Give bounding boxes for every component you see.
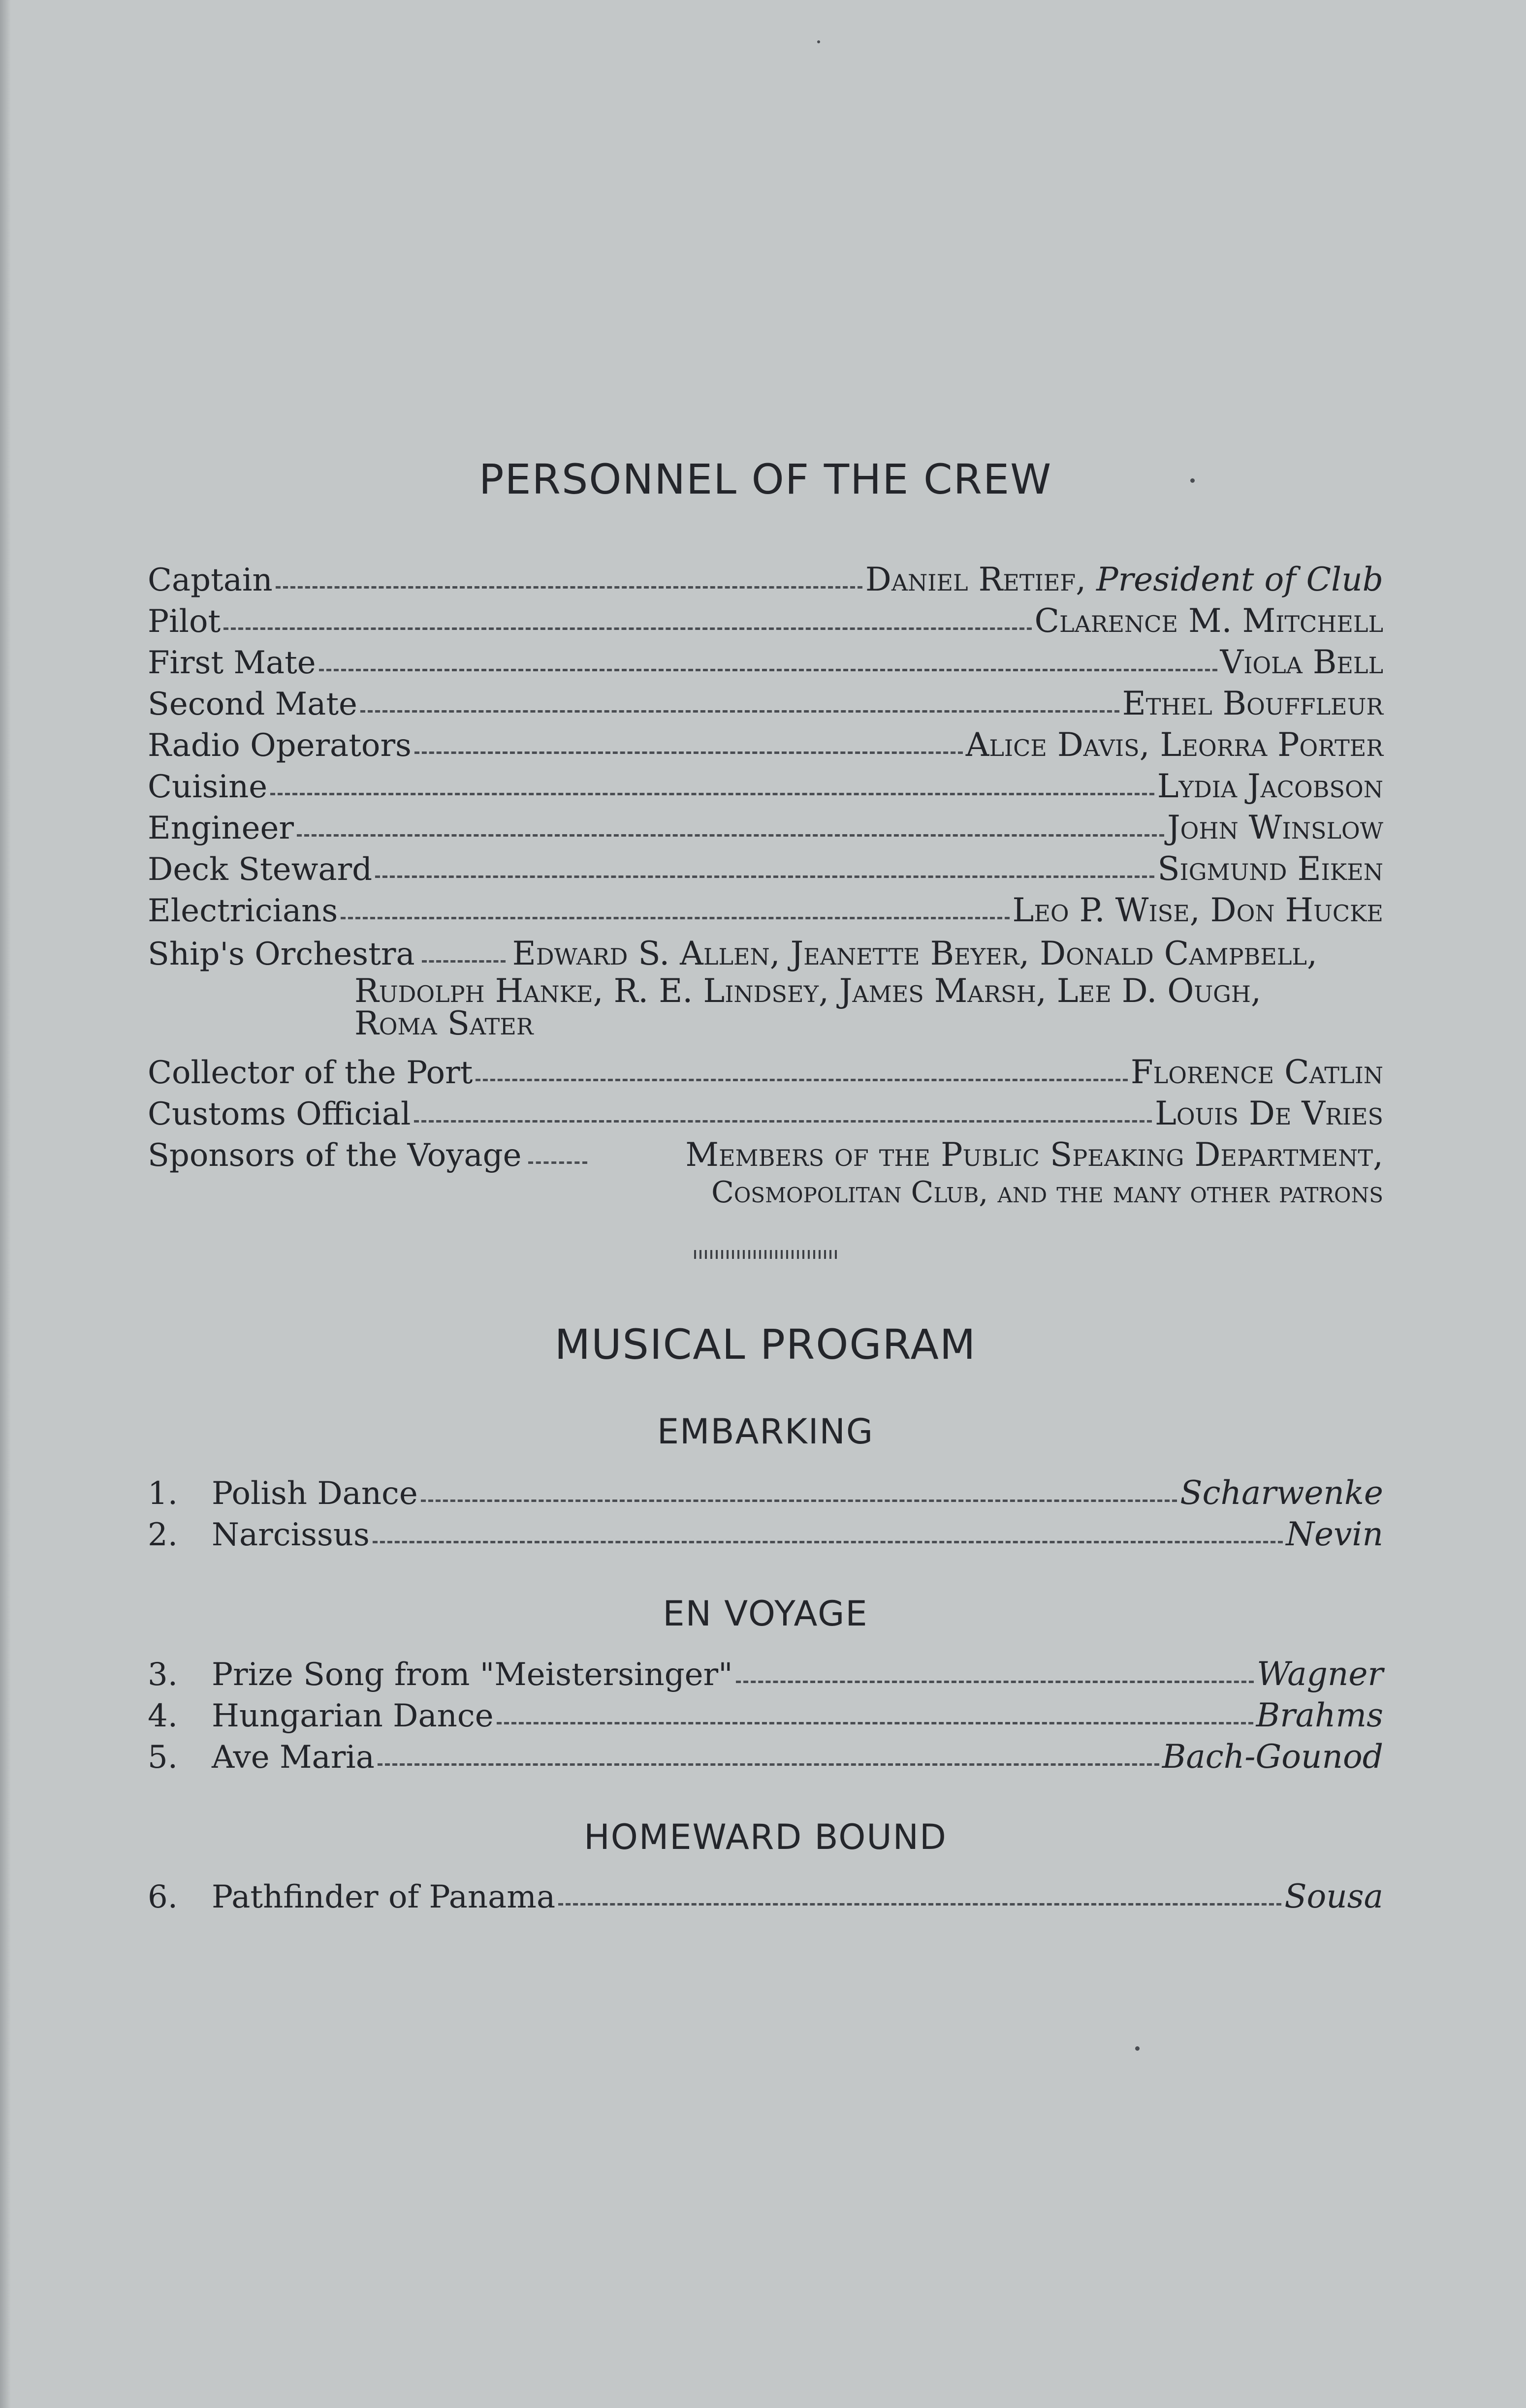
dot-leader bbox=[378, 1763, 1159, 1766]
piece-number: 2. bbox=[148, 1517, 178, 1553]
section-heading: EMBARKING bbox=[657, 1411, 874, 1452]
crew-row bbox=[148, 642, 1383, 683]
music-list bbox=[148, 1654, 1383, 1778]
music-list bbox=[148, 1876, 1383, 1917]
dot-leader bbox=[276, 586, 862, 589]
crew-role: Second Mate bbox=[148, 686, 357, 722]
section-heading: EN VOYAGE bbox=[663, 1594, 868, 1634]
dot-leader bbox=[270, 793, 1154, 795]
dot-leader bbox=[223, 627, 1031, 630]
crew-row bbox=[148, 766, 1383, 807]
orchestra-names-line1: Edward S. Allen, Jeanette Beyer, Donald Campbell, bbox=[512, 935, 1317, 972]
crew-row bbox=[148, 600, 1383, 642]
music-row bbox=[148, 1514, 1383, 1555]
crew-role: First Mate bbox=[148, 645, 316, 681]
dot-leader bbox=[421, 1500, 1177, 1502]
dot-leader bbox=[360, 710, 1119, 713]
crew-row bbox=[148, 890, 1383, 931]
music-row bbox=[148, 1472, 1383, 1514]
piece-title: Pathfinder of Panama bbox=[212, 1879, 556, 1915]
paper-speck bbox=[1190, 478, 1195, 483]
crew-role: Pilot bbox=[148, 603, 221, 640]
dot-leader bbox=[375, 876, 1154, 878]
crew-name: Alice Davis, Leorra Porter bbox=[965, 726, 1383, 764]
crew-role: Collector of the Port bbox=[148, 1055, 473, 1091]
piece-title: Prize Song from "Meistersinger" bbox=[212, 1657, 733, 1693]
dot-leader bbox=[373, 1541, 1283, 1543]
piece-composer: Scharwenke bbox=[1180, 1474, 1383, 1512]
music-row bbox=[148, 1736, 1383, 1778]
section-heading: HOMEWARD BOUND bbox=[584, 1817, 947, 1857]
crew-role: Cuisine bbox=[148, 769, 268, 805]
crew-name: John Winslow bbox=[1167, 809, 1383, 846]
dot-leader bbox=[341, 917, 1009, 919]
sponsors-first-line bbox=[148, 1134, 1383, 1176]
crew-name: Ethel Bouffleur bbox=[1122, 685, 1383, 722]
sponsors-entry bbox=[148, 1134, 1383, 1209]
sponsors-line1: Members of the Public Speaking Department, bbox=[685, 1136, 1383, 1174]
crew-row bbox=[148, 559, 1383, 600]
music-heading: MUSICAL PROGRAM bbox=[554, 1320, 977, 1369]
crew-name: Louis De Vries bbox=[1154, 1095, 1383, 1132]
piece-composer: Nevin bbox=[1286, 1515, 1383, 1553]
crew-name: Lydia Jacobson bbox=[1157, 767, 1383, 805]
music-row bbox=[148, 1654, 1383, 1695]
orchestra-names-line2: Rudolph Hanke, R. E. Lindsey, James Marsh, Lee D. Ough, bbox=[354, 972, 1261, 1010]
crew-role: Radio Operators bbox=[148, 727, 412, 764]
dot-leader bbox=[319, 669, 1217, 671]
crew-role: Deck Steward bbox=[148, 851, 373, 888]
piece-composer: Sousa bbox=[1284, 1877, 1383, 1915]
crew-row bbox=[148, 1052, 1383, 1093]
piece-title: Polish Dance bbox=[212, 1475, 418, 1512]
piece-number: 4. bbox=[148, 1698, 178, 1734]
crew-name: Viola Bell bbox=[1220, 643, 1383, 681]
dot-leader bbox=[528, 1161, 587, 1164]
paper-speck bbox=[817, 40, 820, 43]
crew-row bbox=[148, 683, 1383, 724]
crew-role: Ship's Orchestra bbox=[148, 936, 415, 972]
piece-composer: Wagner bbox=[1257, 1655, 1383, 1693]
crew-row bbox=[148, 848, 1383, 890]
orchestra-first-line bbox=[148, 933, 1383, 975]
crew-role: Sponsors of the Voyage bbox=[148, 1137, 522, 1174]
dot-leader bbox=[558, 1903, 1281, 1906]
orchestra-entry bbox=[148, 933, 1383, 1040]
piece-title: Narcissus bbox=[212, 1517, 370, 1553]
music-row bbox=[148, 1876, 1383, 1917]
crew-row bbox=[148, 1093, 1383, 1134]
music-row bbox=[148, 1695, 1383, 1736]
crew-heading: PERSONNEL OF THE CREW bbox=[478, 455, 1052, 503]
dot-leader bbox=[414, 1120, 1152, 1123]
crew-list bbox=[148, 559, 1383, 1209]
paper-speck bbox=[1135, 2046, 1140, 2051]
crew-name: Sigmund Eiken bbox=[1157, 850, 1383, 888]
piece-number: 6. bbox=[148, 1879, 178, 1915]
orchestra-names-line3: Roma Sater bbox=[354, 1004, 534, 1042]
dot-leader bbox=[297, 834, 1164, 837]
piece-composer: Bach-Gounod bbox=[1162, 1738, 1383, 1776]
piece-number: 5. bbox=[148, 1739, 178, 1776]
piece-title: Hungarian Dance bbox=[212, 1698, 494, 1734]
crew-name: Florence Catlin bbox=[1130, 1053, 1383, 1091]
dot-leader bbox=[476, 1079, 1128, 1081]
piece-number: 1. bbox=[148, 1475, 178, 1512]
crew-role: Customs Official bbox=[148, 1096, 411, 1132]
crew-role: Electricians bbox=[148, 893, 338, 929]
ornament-divider bbox=[694, 1250, 837, 1259]
page-spine-shadow bbox=[0, 0, 11, 2408]
dot-leader bbox=[414, 751, 963, 754]
crew-name-text: Daniel Retief, bbox=[865, 561, 1097, 598]
crew-name-note: President of Club bbox=[1096, 561, 1383, 598]
crew-name: Clarence M. Mitchell bbox=[1034, 602, 1383, 640]
crew-row bbox=[148, 807, 1383, 848]
crew-role: Captain bbox=[148, 562, 273, 598]
crew-role: Engineer bbox=[148, 810, 294, 846]
dot-leader bbox=[497, 1722, 1253, 1724]
dot-leader bbox=[422, 960, 506, 963]
piece-number: 3. bbox=[148, 1657, 178, 1693]
sponsors-line2: Cosmopolitan Club, and the many other patrons bbox=[711, 1175, 1383, 1210]
dot-leader bbox=[736, 1681, 1254, 1683]
crew-row bbox=[148, 724, 1383, 766]
crew-name: Leo P. Wise, Don Hucke bbox=[1012, 891, 1383, 929]
piece-composer: Brahms bbox=[1256, 1696, 1383, 1734]
music-list bbox=[148, 1472, 1383, 1555]
crew-name bbox=[865, 559, 1383, 600]
piece-title: Ave Maria bbox=[212, 1739, 375, 1776]
